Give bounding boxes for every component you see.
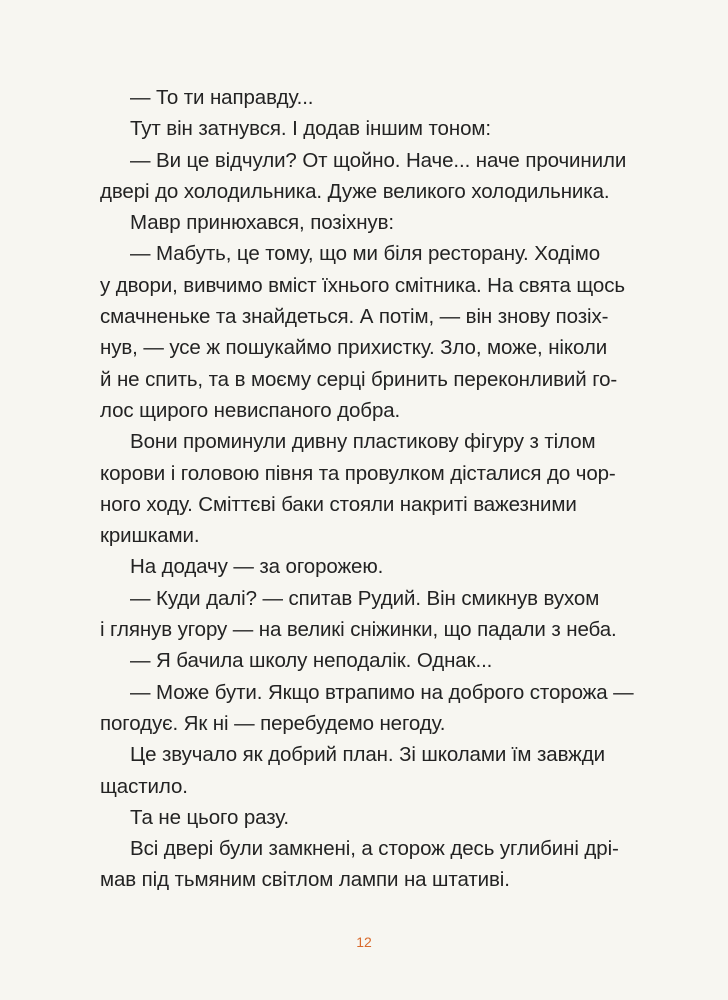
text-line: лос щирого невиспаного добра. bbox=[100, 398, 401, 422]
page-number: 12 bbox=[356, 934, 372, 950]
text-line: Це звучало як добрий план. Зі школами їм завжди bbox=[130, 743, 605, 767]
text-line: й не спить, та в моєму серці бринить переконливий го- bbox=[100, 367, 618, 391]
text-line: — Може бути. Якщо втрапимо на доброго сторожа — bbox=[130, 680, 634, 704]
text-line: Всі двері були замкнені, а сторож десь углибині дрі- bbox=[130, 837, 619, 861]
text-line: На додачу — за огорожею. bbox=[130, 555, 384, 579]
body-text bbox=[100, 82, 645, 896]
text-line: Тут він затнувся. І додав іншим тоном: bbox=[130, 117, 491, 141]
text-line: щастило. bbox=[100, 774, 188, 798]
text-line: — Я бачила школу неподалік. Однак... bbox=[130, 649, 493, 673]
text-line: корови і головою півня та провулком дісталися до чор- bbox=[100, 461, 616, 485]
text-line: Мавр принюхався, позіхнув: bbox=[130, 211, 394, 235]
text-line: — Куди далі? — спитав Рудий. Він смикнув вухом bbox=[130, 586, 600, 610]
text-line: — Мабуть, це тому, що ми біля ресторану. Ходімо bbox=[130, 242, 601, 266]
text-line: погодує. Як ні — перебудемо негоду. bbox=[100, 711, 446, 735]
text-line: мав під тьмяним світлом лампи на штативі. bbox=[100, 868, 510, 892]
text-line: у двори, вивчимо вміст їхнього смітника. На свята щось bbox=[100, 273, 625, 297]
text-line: — Ви це відчули? От щойно. Наче... наче прочинили bbox=[130, 148, 627, 172]
text-line: нув, — усе ж пошукаймо прихистку. Зло, може, ніколи bbox=[100, 336, 608, 360]
text-line: кришками. bbox=[100, 524, 200, 548]
text-line: Та не цього разу. bbox=[130, 805, 289, 829]
text-line: і глянув угору — на великі сніжинки, що падали з неба. bbox=[100, 618, 617, 642]
text-line: Вони проминули дивну пластикову фігуру з тілом bbox=[130, 430, 596, 454]
text-line: смачненьке та знайдеться. А потім, — він знову позіх- bbox=[100, 305, 609, 329]
text-line: — То ти направду... bbox=[130, 86, 314, 109]
text-line: ного ходу. Сміттєві баки стояли накриті важезними bbox=[100, 492, 577, 516]
text-line: двері до холодильника. Дуже великого холодильника. bbox=[100, 179, 610, 203]
